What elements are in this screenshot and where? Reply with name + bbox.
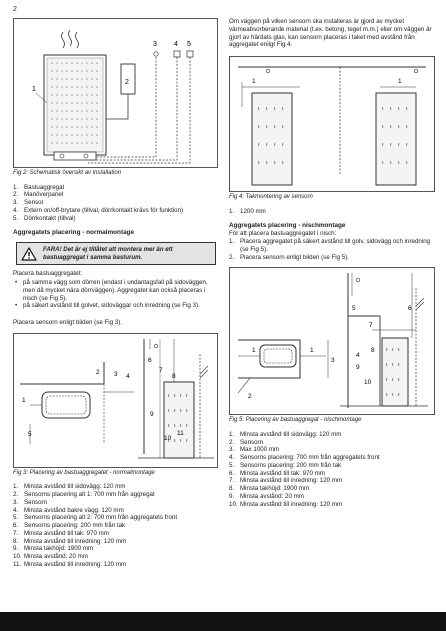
list-item: 6. Sensorns placering: 200 mm från tak xyxy=(13,522,126,530)
fig5-label-1b: 1 xyxy=(310,347,314,355)
list-item: 1. Minsta avstånd till sidovägg: 120 mm xyxy=(13,483,126,491)
fig2-label-5: 5 xyxy=(187,41,191,48)
list-item: 6. Minsta avstånd till tak: 970 mm xyxy=(229,469,325,477)
fig2-label-3: 3 xyxy=(153,41,157,48)
list-item: 4. Extern on/off-brytare (tillval, dörrkontakt krävs för funktion) xyxy=(13,206,184,214)
list-item: • på samma vägg som dörren (endast i undantagsfall på sidoväggen, men då mycket nära dörrväggen). Aggregatet kan också placeras i nisch (se Fig 5). xyxy=(13,279,218,302)
fig3-label-7: 7 xyxy=(159,366,163,374)
placement-intro: Placera bastuaggregatet: xyxy=(13,270,83,278)
placement-bullets xyxy=(13,279,218,310)
fig3-label-6: 6 xyxy=(148,356,152,364)
sensor-placement-text: Placera sensorn enligt bilden (se Fig 3). xyxy=(13,319,123,327)
fig5-label-5: 5 xyxy=(352,305,356,313)
section-heading-niche: Aggregatets placering - nischmontage xyxy=(229,222,346,230)
fig5-label-3: 3 xyxy=(331,357,335,365)
list-item: 8. Minsta avstånd till inredning: 120 mm xyxy=(13,537,127,545)
list-item: 9. Minsta takhöjd: 1900 mm xyxy=(13,545,94,553)
fig3-label-9: 9 xyxy=(150,410,154,418)
list-item: 5. Sensorns placering: 200 mm från tak xyxy=(229,461,342,469)
list-item: 11. Minsta avstånd till inredning: 120 mm xyxy=(13,560,127,568)
section-heading-normal: Aggregatets placering - normalmontage xyxy=(13,229,135,237)
page-footer-bar xyxy=(0,612,446,631)
fig5-label-4: 4 xyxy=(356,352,360,360)
fig5-label-8: 8 xyxy=(371,347,375,355)
list-item: • på säkert avstånd till golvet, sidoväggar och inredning (se Fig 3). xyxy=(13,302,218,310)
list-item: 1. Bastuaggregat xyxy=(13,183,65,191)
fig3-drawing xyxy=(14,334,217,467)
fig5-caption: Fig 5: Placering av bastuaggregat - nischmontage xyxy=(229,417,362,424)
list-item: 2. Sensorns placering alt 1: 700 mm från aggregat xyxy=(13,491,155,499)
fig3-label-5: 5 xyxy=(28,430,32,438)
list-item: 9. Minsta avstånd: 20 mm xyxy=(229,492,304,500)
niche-steps xyxy=(229,238,435,261)
fig5-label-9: 9 xyxy=(356,364,360,372)
danger-warning-box xyxy=(16,242,216,265)
ceiling-mount-intro: Om väggen på vilken sensorn ska installeras är gjord av mycket värmeabsorberande material (t.ex. betong, tegel m.m.) eller om väggen är gjort av härdats glas, kan sensorn placeras i taket med avstånd från aggregatet enligt Fig 4. xyxy=(229,18,432,49)
fig2-label-4: 4 xyxy=(174,41,178,48)
list-item: 1. Minsta avstånd till sidovägg: 120 mm xyxy=(229,430,342,438)
fig2-legend xyxy=(13,184,218,223)
fig5-label-7: 7 xyxy=(369,322,373,330)
list-item: 7. Minsta avstånd till tak: 970 mm xyxy=(13,529,109,537)
warning-text: FARA! Det är ej tillåtet att montera mer än ett bastuaggregat i samma basturum. xyxy=(43,246,173,261)
fig3-label-3: 3 xyxy=(114,370,118,378)
fig3-label-4: 4 xyxy=(126,372,130,380)
fig5-drawing xyxy=(230,268,434,414)
fig3-label-8: 8 xyxy=(172,372,176,380)
fig2-label-2: 2 xyxy=(125,79,129,86)
page-number: 2 xyxy=(13,6,17,13)
fig4-drawing xyxy=(230,57,434,191)
fig5-diagram xyxy=(229,267,435,415)
list-item: 3. Sensorn xyxy=(13,498,48,506)
fig3-label-11: 11 xyxy=(177,429,184,437)
list-item: 8. Minsta takhöjd: 1900 mm xyxy=(229,485,310,492)
fig5-legend xyxy=(229,431,435,509)
fig3-label-1: 1 xyxy=(22,396,26,404)
fig4-caption: Fig 4: Takmontering av sensorn xyxy=(229,194,313,200)
niche-intro: För att placera bastuaggregatet i nisch: xyxy=(229,230,337,238)
fig2-drawing xyxy=(14,19,217,167)
list-item: 2. Placera sensorn enligt bilden (se Fig 5). xyxy=(229,253,350,261)
fig5-label-1a: 1 xyxy=(252,347,256,355)
list-item: 7. Minsta avstånd till inredning: 120 mm xyxy=(229,477,343,485)
list-item: 10. Minsta avstånd: 20 mm xyxy=(13,553,88,561)
fig4-diagram xyxy=(229,56,435,192)
list-item: 5. Sensorns placering alt 2: 700 mm från aggregatets front xyxy=(13,514,178,522)
fig4-legend xyxy=(229,208,435,216)
list-item: 10. Minsta avstånd till inredning: 120 mm xyxy=(229,500,343,508)
list-item: 4. Sensorns placering: 700 mm från aggregatets front xyxy=(229,454,380,461)
right-column xyxy=(229,18,435,508)
fig4-label-1a: 1 xyxy=(252,78,256,85)
fig4-label-1b: 1 xyxy=(398,78,402,85)
list-item: 2. Manöverpanel xyxy=(13,191,64,199)
list-item: 3. Sensor xyxy=(13,199,44,206)
fig2-label-1: 1 xyxy=(32,86,36,93)
warning-icon xyxy=(21,247,37,261)
fig2-caption: Fig 2: Schematisk översikt av installation xyxy=(13,170,122,176)
fig3-label-10: 10 xyxy=(164,434,172,442)
fig3-diagram xyxy=(13,333,218,468)
fig3-caption: Fig 3: Placering av bastuaggregatet - normalmontage xyxy=(13,469,155,476)
list-item: 5. Dörrkontakt (tillval) xyxy=(13,214,76,222)
list-item: 1. 1200 mm xyxy=(229,207,266,215)
list-item: 4. Minsta avstånd bakre vägg: 120 mm xyxy=(13,506,124,514)
fig3-legend xyxy=(13,483,218,568)
fig3-label-2: 2 xyxy=(96,368,100,376)
fig5-label-6: 6 xyxy=(408,305,412,313)
left-column xyxy=(13,18,218,569)
fig5-label-10: 10 xyxy=(364,379,372,387)
list-item: 2. Sensorn xyxy=(229,438,264,446)
list-item: 1. Placera aggregatet på säkert avstånd till golv, sidovägg och inredning (se Fig 5). xyxy=(229,238,431,253)
fig5-label-2: 2 xyxy=(248,393,252,401)
fig2-diagram xyxy=(13,18,218,168)
list-item: 3. Max 1000 mm xyxy=(229,446,280,454)
